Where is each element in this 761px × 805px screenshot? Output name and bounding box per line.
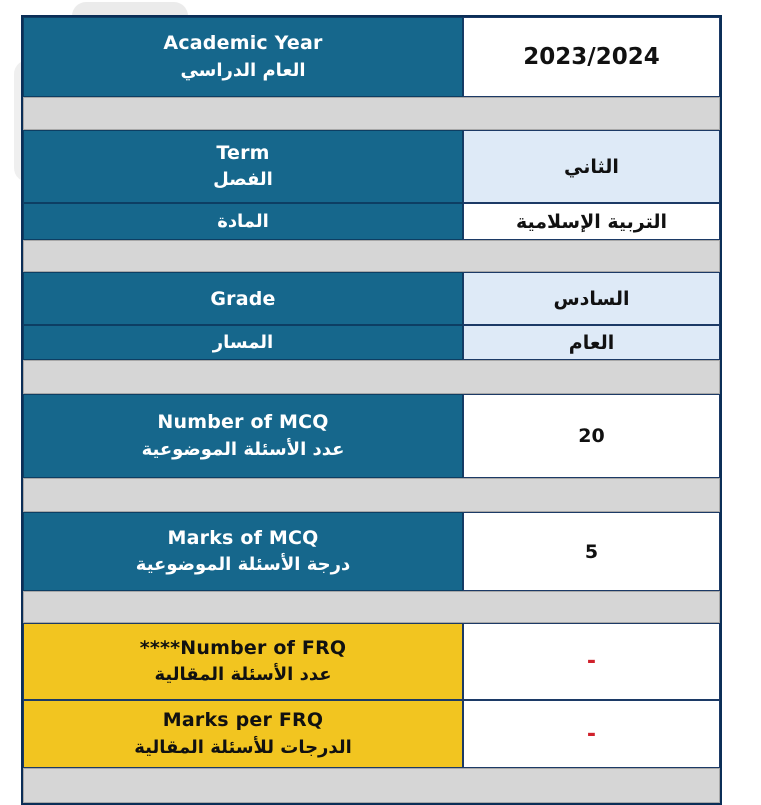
separator-row	[23, 360, 720, 394]
frq-marks-label-en: Marks per FRQ	[162, 709, 324, 732]
term-label-cell	[23, 130, 463, 203]
mcq-marks-label-ar: درجة الأسئلة الموضوعية	[135, 554, 351, 576]
frq-count-label-ar: عدد الأسئلة المقالية	[154, 664, 332, 686]
track-label: المسار	[23, 325, 463, 360]
separator-row	[23, 591, 720, 623]
mcq-count-label-en: Number of MCQ	[157, 411, 329, 434]
subject-label: المادة	[23, 203, 463, 240]
exam-info-table	[21, 15, 722, 805]
mcq-marks-label-cell	[23, 512, 463, 591]
frq-count-value: -	[463, 623, 720, 700]
mcq-count-value: 20	[463, 394, 720, 478]
academic-year-label-cell	[23, 17, 463, 97]
term-label-ar: الفصل	[213, 169, 273, 191]
separator-row	[23, 768, 720, 803]
grade-label: Grade	[23, 272, 463, 325]
frq-count-label-en: ****Number of FRQ	[139, 636, 347, 659]
term-label-en: Term	[216, 141, 270, 164]
separator-row	[23, 97, 720, 130]
frq-count-label-cell	[23, 623, 463, 700]
frq-marks-label-cell	[23, 700, 463, 768]
academic-year-label-ar: العام الدراسي	[180, 59, 306, 81]
mcq-marks-label-en: Marks of MCQ	[167, 526, 319, 549]
academic-year-value: 2023/2024	[463, 17, 720, 97]
term-value: الثاني	[463, 130, 720, 203]
track-value: العام	[463, 325, 720, 360]
subject-value: التربية الإسلامية	[463, 203, 720, 240]
academic-year-label-en: Academic Year	[163, 32, 323, 55]
frq-marks-label-ar: الدرجات للأسئلة المقالية	[134, 736, 352, 758]
grade-value: السادس	[463, 272, 720, 325]
separator-row	[23, 478, 720, 512]
mcq-count-label-cell	[23, 394, 463, 478]
mcq-marks-value: 5	[463, 512, 720, 591]
frq-marks-value: -	[463, 700, 720, 768]
mcq-count-label-ar: عدد الأسئلة الموضوعية	[141, 438, 345, 460]
separator-row	[23, 240, 720, 272]
